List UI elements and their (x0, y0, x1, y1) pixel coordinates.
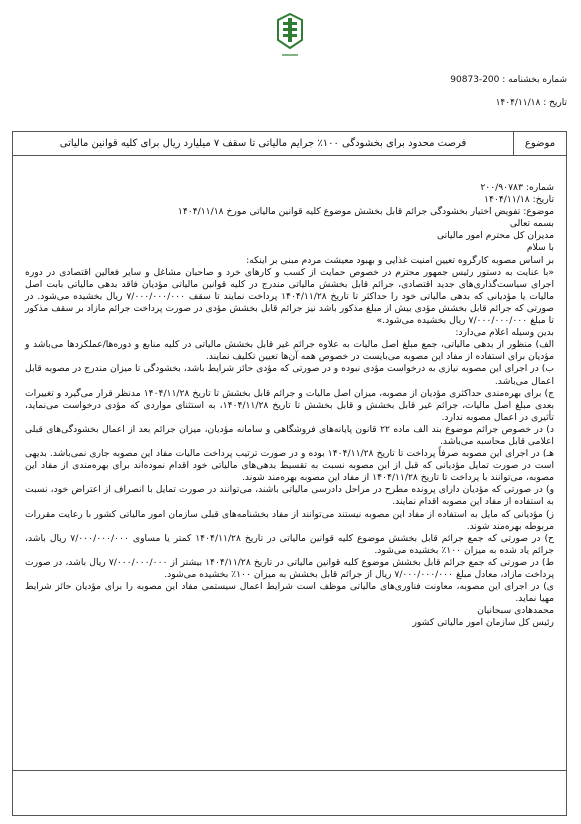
clause-he: هـ) در اجرای این مصوبه صرفاً پرداخت تا تاریخ ۱۴۰۴/۱۱/۲۸ بوده و در صورت ترتیب پرداخت مالیات مفاد این مصوبه جاری نمی‌باشد. بدیهی است در صورت تمایل مؤدیانی که قبل از این مصوبه نسبت به تقسیط بدهی‌های مالیاتی خود اقدام نموده‌اند برای بهره‌مندی از مفاد این مصوبه، می‌توانند با پرداخت تا تاریخ ۱۴۰۴/۱۱/۲۸ از مفاد این مصوبه بهره‌مند شوند. (25, 448, 554, 484)
circular-number: شماره بخشنامه : 200-90873 (450, 75, 567, 85)
bismillah: بسمه تعالی (509, 218, 554, 230)
clause-ze: ز) مؤدیانی که مایل به استفاده از مفاد این مصوبه نیستند می‌توانند از مفاد بخشنامه‌های قبلی سازمان امور مالیاتی کشور با رعایت مقررات مربوطه بهره‌مند شوند. (25, 508, 554, 532)
clause-alef: الف) منظور از بدهی مالیاتی، جمع مبلغ اصل مالیات به علاوه جرائم غیر قابل بخشش مالیاتی در کلیه منابع و دوره‌ها/عملکردها می‌باشد و مؤدیان برای استفاده از مفاد این مصوبه می‌بایست در خصوص همه آن‌ها تعیین تکلیف نمایند. (25, 339, 554, 363)
letter-content (25, 182, 554, 629)
intro-paragraph: بر اساس مصوبه کارگروه تعیین امنیت غذایی و بهبود معیشت مردم مبنی بر اینکه: (246, 254, 554, 266)
clause-be: ب) در اجرای این مصوبه نیازی به درخواست مؤدی نبوده و در صورتی که مؤدی حائز شرایط باشد، بخشودگی تا میزان مندرج در مصوبه قابل اعمال می‌باشد. (25, 363, 554, 387)
circular-date: تاریخ : ۱۴۰۴/۱۱/۱۸ (495, 98, 567, 108)
footer-box (12, 771, 567, 816)
subject-label: موضوع (513, 132, 566, 155)
clause-vav: و) در صورتی که مؤدیان دارای پرونده مطرح در مراحل دادرسی مالیاتی باشند، می‌توانند در صورت تمایل با انصراف از اعتراض خود، نسبت به استفاده از مفاد این مصوبه اقدام نمایند. (25, 484, 554, 508)
recipients: مدیران کل محترم امور مالیاتی (436, 230, 554, 242)
signatory-title: رئیس کل سازمان امور مالیاتی کشور (412, 617, 554, 629)
tax-organization-logo (270, 10, 310, 70)
clause-he-2: ح) در صورتی که جمع جرائم قابل بخشش موضوع کلیه قوانین مالیاتی در تاریخ ۱۴۰۴/۱۱/۲۸ کمتر یا مساوی ۷/۰۰۰/۰۰۰/۰۰۰ ریال باشد، جرائم یاد شده به میزان ۱۰۰٪ بخشیده می‌شود. (25, 532, 554, 556)
subject-text: فرصت محدود برای بخشودگی ۱۰۰٪ جرایم مالیاتی تا سقف ۷ میلیارد ریال برای کلیه قوانین مالیاتی (59, 138, 467, 149)
clause-jim: ج) برای بهره‌مندی حداکثری مؤدیان از مصوبه، میزان اصل مالیات و جرائم قابل بخشش تا تاریخ ۱۴۰۴/۱۱/۲۸ مدنظر قرار می‌گیرد و تغییرات بعدی مبلغ اصل مالیات، جرائم غیر قابل بخشش و قابل بخشش تا تاریخ ۱۴۰۴/۱۱/۲۸، به استثنای مواردی که مؤدی درخواست می‌نماید، تأثیری در اعمال مصوبه ندارد. (25, 387, 554, 423)
signatory-name: محمدهادی سبحانیان (477, 605, 554, 617)
clause-ta: ط) در صورتی که جمع جرائم قابل بخشش موضوع کلیه قوانین مالیاتی در تاریخ ۱۴۰۴/۱۱/۲۸ بیشتر از ۷/۰۰۰/۰۰۰/۰۰۰ ریال باشد، در صورت پرداخت مازاد، معادل مبلغ ۷/۰۰۰/۰۰۰/۰۰۰ ریال از جرائم قابل بخشش به میزان ۱۰۰٪ بخشیده می‌شود. (25, 556, 554, 580)
letter-body-box (12, 156, 567, 771)
letter-date: تاریخ: ۱۴۰۴/۱۱/۱۸ (484, 194, 554, 206)
clause-ye: ی) در اجرای این مصوبه، معاونت فناوری‌های مالیاتی موظف است شرایط اعمال سیستمی مفاد این مصوبه را برای مؤدیان حائز شرایط مهیا نماید. (25, 581, 554, 605)
letter-subject: موضوع: تفویض اختیار بخشودگی جرائم قابل بخشش موضوع کلیه قوانین مالیاتی مورخ ۱۴۰۴/۱۱/۱۸ (177, 206, 554, 218)
resolution-quote: «با عنایت به دستور رئیس جمهور محترم در خصوص حمایت از کسب و کارهای خرد و صاحبان مشاغل و سایر فعالین اقتصادی در دوره اجرای سیاست‌گذاری‌های جدید اقتصادی، جرائم قابل بخشش مالیاتی مندرج در کلیه قوانین مالیاتی مؤدیان فاقد بدهی مالیاتی بابت اصل مالیات یا مؤدیانی که بدهی مالیاتی خود را حداکثر تا تاریخ ۱۴۰۴/۱۱/۲۸ پرداخت نمایند تا سقف ۷/۰۰۰/۰۰۰/۰۰۰ ریال بخشیده می‌شود. در صورتی که جرائم قابل بخشش مؤدی بیش از مبلغ مذکور باشد نیز جرائم قابل بخشش مؤدی در صورت پرداخت جرائم مازاد بر سقف مذکور تا مبلغ ۷/۰۰۰/۰۰۰/۰۰۰ ریال بخشیده می‌شود.» (25, 266, 554, 327)
subject-row (12, 131, 567, 156)
greeting: با سلام (526, 242, 554, 254)
letter-number: شماره: ۲۰۰/۹۰۷۸۳ (480, 182, 554, 193)
announcement: بدین وسیله اعلام می‌دارد: (455, 327, 554, 339)
clause-dal: د) در خصوص جرائم موضوع بند الف ماده ۲۲ قانون پایانه‌های فروشگاهی و سامانه مؤدیان، میزان جرائم بعد از اعمال بخشودگی‌های قبلی اعلامی قابل محاسبه می‌باشد. (25, 423, 554, 447)
